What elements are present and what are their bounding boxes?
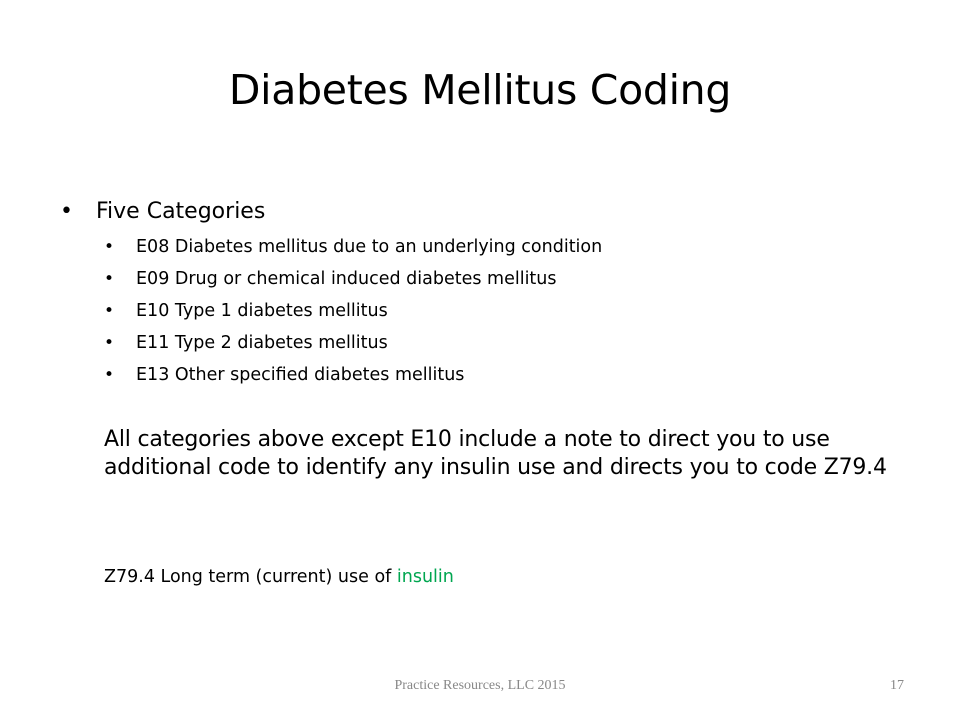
- list-item: [104, 295, 602, 327]
- list-item: [104, 327, 602, 359]
- footer: Practice Resources, LLC 2015: [394, 678, 566, 693]
- insulin-note: All categories above except E10 include a note to direct you to use additional code to identify any insulin use and directs you to code Z79.4: [104, 427, 887, 480]
- list-item: [104, 263, 602, 295]
- bullet-icon: •: [104, 237, 115, 257]
- bullet-icon: •: [104, 365, 115, 385]
- bullet-icon: •: [104, 301, 115, 321]
- category-label: E13 Other specified diabetes mellitus: [136, 365, 465, 385]
- bullet-icon: •: [104, 269, 115, 289]
- z-code-line: [104, 564, 454, 590]
- category-list: [104, 231, 602, 391]
- slide-title: Diabetes Mellitus Coding: [228, 66, 732, 114]
- list-item: [104, 359, 602, 391]
- category-label: E08 Diabetes mellitus due to an underlying condition: [136, 237, 603, 257]
- category-label: E10 Type 1 diabetes mellitus: [136, 301, 388, 321]
- bullet-icon: •: [60, 199, 73, 224]
- bullet-icon: •: [104, 333, 115, 353]
- list-item: [104, 231, 602, 263]
- insulin-highlight: insulin: [396, 567, 454, 587]
- z-code-text: Z79.4 Long term (current) use of: [104, 567, 397, 587]
- page-number: 17: [890, 678, 904, 693]
- categories-heading: Five Categories: [96, 199, 266, 224]
- category-label: E11 Type 2 diabetes mellitus: [136, 333, 388, 353]
- category-label: E09 Drug or chemical induced diabetes mellitus: [136, 269, 557, 289]
